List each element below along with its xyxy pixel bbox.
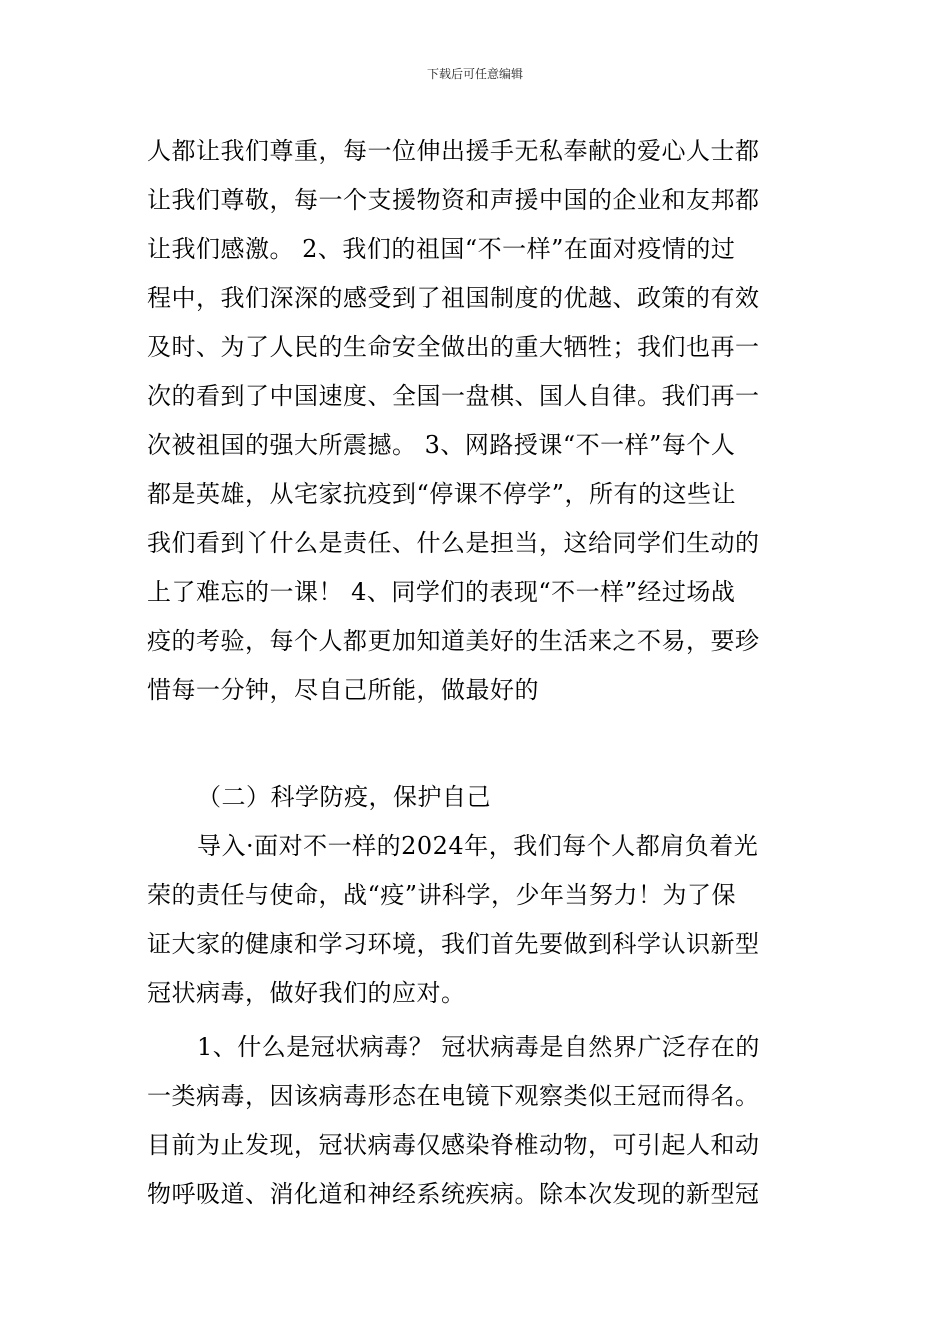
text-line: 我们看到丫什么是责任、什么是担当，这给同学们生动的 — [147, 529, 760, 557]
text-line: 及时、为了人民的生命安全做出的重大牺牲；我们也再一 — [147, 333, 760, 361]
text-line: 次被祖国的强大所震撼。 3、网路授课“不一样”每个人 — [147, 431, 736, 459]
text-line: 都是英雄，从宅家抗疫到“停课不停学”，所有的这些让 — [147, 480, 737, 508]
text-line: 让我们尊敬，每一个支援物资和声援中国的企业和友邦都 — [147, 186, 760, 214]
text-line: 惜每一分钟，尽自己所能，做最好的 — [147, 676, 539, 704]
text-line: 物呼吸道、消化道和神经系统疾病。除本次发现的新型冠 — [147, 1180, 760, 1208]
text-line: 导入·面对不一样的2024年，我们每个人都肩负着光 — [197, 832, 759, 860]
text-line: 目前为止发现，冠状病毒仅感染脊椎动物，可引起人和动 — [147, 1131, 760, 1159]
text-line: 人都让我们尊重，每一位伸出援手无私奉献的爱心人士都 — [147, 137, 760, 165]
text-line: 荣的责任与使命，战“疫”讲科学，少年当努力！为了保 — [147, 881, 737, 909]
text-line: 让我们感激。 2、我们的祖国“不一样”在面对疫情的过 — [147, 235, 736, 263]
text-line: 冠状病毒，做好我们的应对。 — [147, 979, 466, 1007]
text-line: 证大家的健康和学习环境，我们首先要做到科学认识新型 — [147, 930, 760, 958]
text-line: 上了难忘的一课！ 4、同学们的表现“不一样”经过场战 — [147, 578, 736, 606]
text-line: 程中，我们深深的感受到了祖国制度的优越、政策的有效 — [147, 284, 760, 312]
text-line: 疫的考验，每个人都更加知道美好的生活来之不易，要珍 — [147, 627, 760, 655]
text-line: 1、什么是冠状病毒？ 冠状病毒是自然界广泛存在的 — [197, 1033, 760, 1061]
text-line: 一类病毒，因该病毒形态在电镜下观察类似王冠而得名。 — [147, 1082, 760, 1110]
section-heading: （二）科学防疫，保护自己 — [197, 783, 491, 811]
text-line: 次的看到了中国速度、全国一盘棋、国人自律。我们再一 — [147, 382, 760, 410]
header-note: 下载后可任意编辑 — [426, 67, 523, 81]
